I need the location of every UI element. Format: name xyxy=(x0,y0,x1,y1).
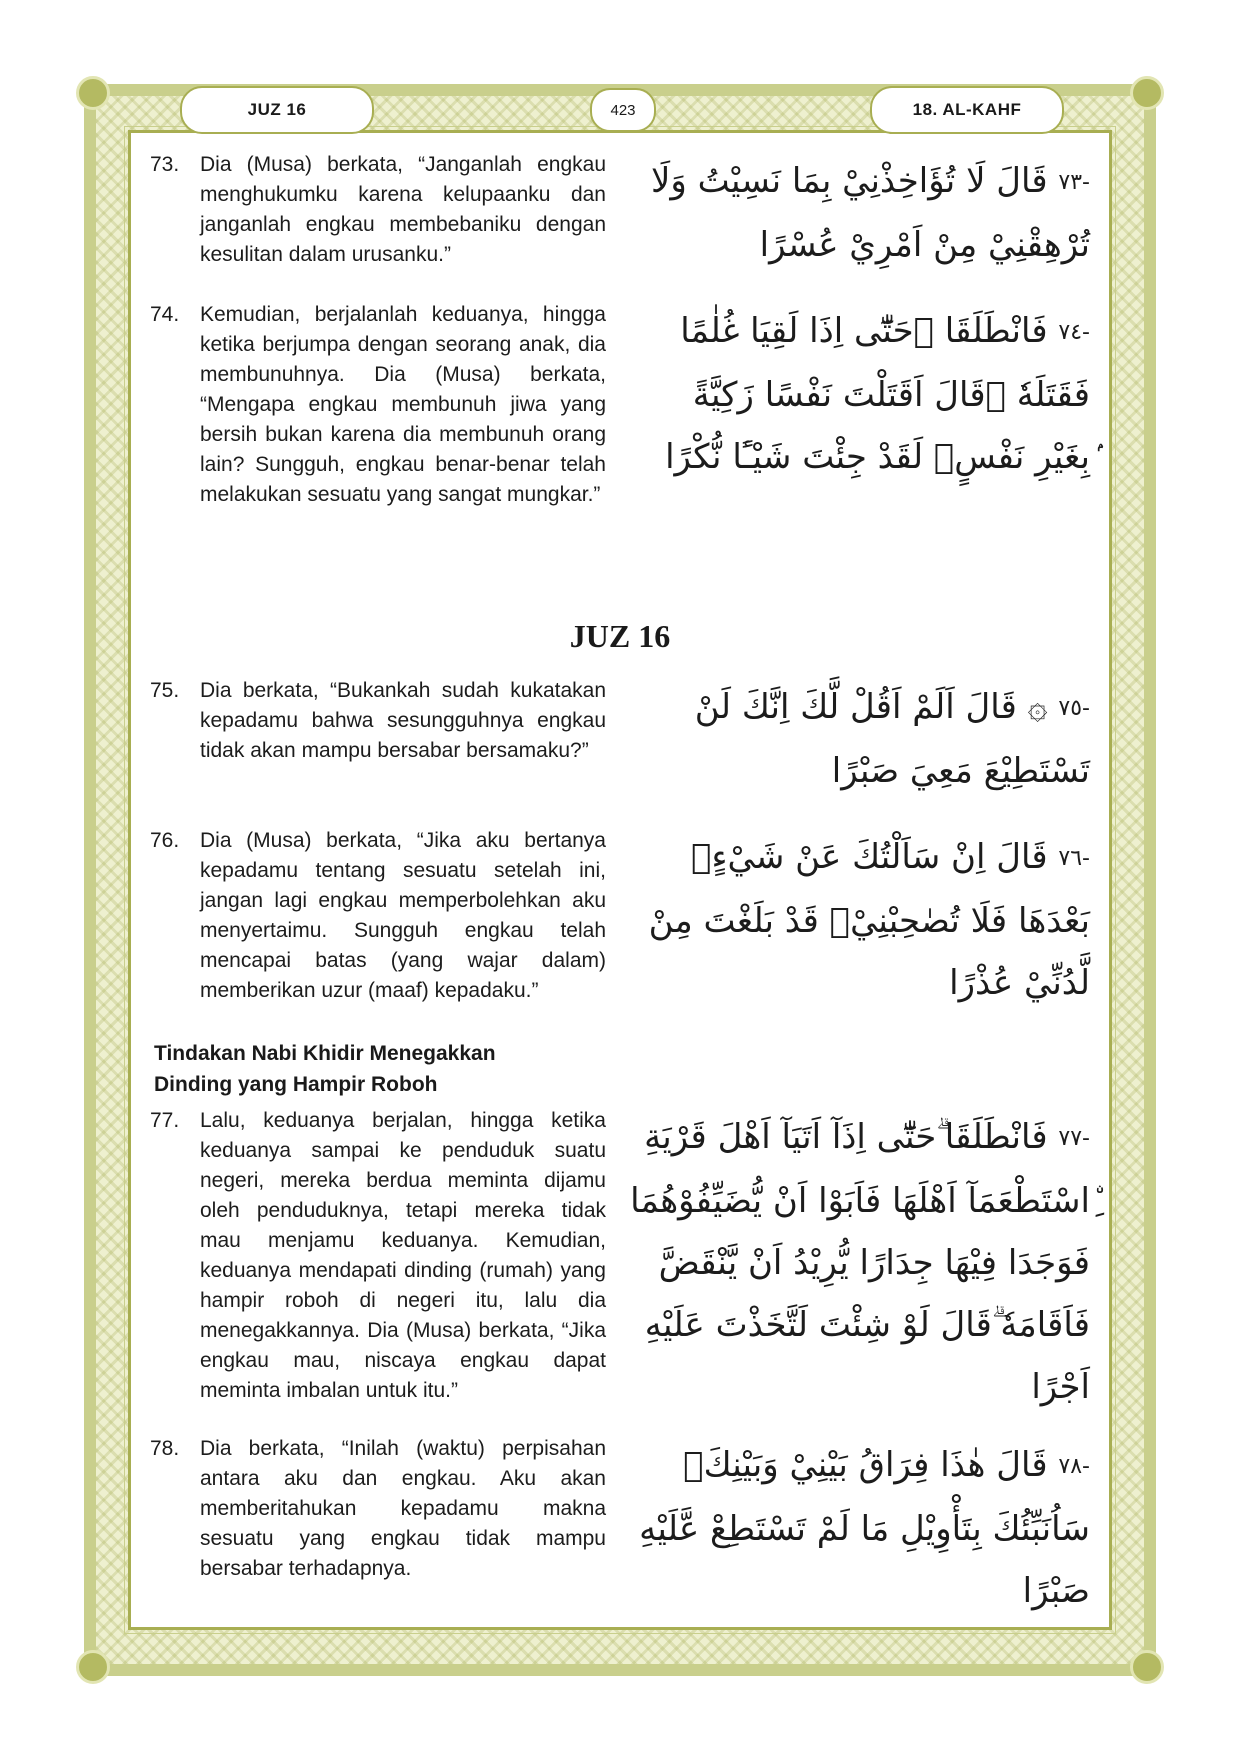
juz-label: JUZ 16 xyxy=(180,86,374,134)
arabic-text xyxy=(630,300,1090,488)
arabic-text xyxy=(630,1106,1090,1418)
verse-number: 78. xyxy=(150,1437,180,1460)
arabic-verse: فَانْطَلَقَا ۗحَتّٰٓى اِذَآ اَتَيَآ اَهْلَ قَرْيَةِ ِۨاسْتَطْعَمَآ اَهْلَهَا فَاَبَوْا اَنْ يُّضَيِّفُوْهُمَا فَوَجَدَا فِيْهَا جِدَارًا يُّرِيْدُ اَنْ يَّنْقَضَّ فَاَقَامَهٗ ۗقَالَ لَوْ شِئْتَ لَتَّخَذْتَ عَلَيْهِ اَجْرًا xyxy=(630,1117,1090,1407)
arabic-text xyxy=(630,826,1090,1014)
corner-ornament-top-right xyxy=(1130,76,1164,110)
arabic-verse-number: -٧٨ xyxy=(1058,1454,1090,1479)
arabic-verse: قَالَ اِنْ سَاَلْتُكَ عَنْ شَيْءٍۢ بَعْدَهَا فَلَا تُصٰحِبْنِيْۚ قَدْ بَلَغْتَ مِنْ لَّدُنِّيْ عُذْرًا xyxy=(648,837,1090,1003)
arabic-verse-number: -٧٥ xyxy=(1058,696,1090,721)
arabic-verse-number: -٧٦ xyxy=(1058,846,1090,871)
arabic-text xyxy=(630,150,1090,276)
translation xyxy=(150,1434,606,1584)
translation xyxy=(150,1106,606,1406)
arabic-verse: ۞ قَالَ اَلَمْ اَقُلْ لَّكَ اِنَّكَ لَنْ تَسْتَطِيْعَ مَعِيَ صَبْرًا xyxy=(694,687,1090,791)
subheading-line-2: Dinding yang Hampir Roboh xyxy=(154,1073,438,1096)
arabic-verse-number: -٧٤ xyxy=(1058,320,1090,345)
translation xyxy=(150,150,606,270)
page-number: 423 xyxy=(590,88,656,132)
arabic-verse: فَانْطَلَقَا ۗحَتّٰٓى اِذَا لَقِيَا غُلٰمًا فَقَتَلَهٗ ۙقَالَ اَقَتَلْتَ نَفْسًا زَكِيَّةً ۢبِغَيْرِ نَفْسٍۗ لَقَدْ جِئْتَ شَيْـًٔا نُّكْرًا xyxy=(665,311,1090,477)
arabic-text xyxy=(630,676,1090,802)
translation-text: Dia berkata, “Bukankah sudah kukatakan kepadamu bahwa sesungguhnya engkau tidak akan mampu bersabar bersamaku?” xyxy=(200,679,606,762)
translation xyxy=(150,676,606,766)
arabic-verse: قَالَ لَا تُؤَاخِذْنِيْ بِمَا نَسِيْتُ وَلَا تُرْهِقْنِيْ مِنْ اَمْرِيْ عُسْرًا xyxy=(650,161,1090,265)
arabic-verse-number: -٧٧ xyxy=(1058,1126,1090,1151)
verse-number: 77. xyxy=(150,1109,180,1132)
translation-text: Dia (Musa) berkata, “Jika aku bertanya kepadamu tentang sesuatu setelah ini, jangan lagi engkau memperbolehkan aku menyertaimu. Sungguh engkau telah mencapai batas (yang wajar dalam) memberikan uzur (maaf) kepadaku.” xyxy=(200,829,606,1002)
translation xyxy=(150,826,606,1006)
corner-ornament-bottom-left xyxy=(76,1650,110,1684)
arabic-verse: قَالَ هٰذَا فِرَاقُ بَيْنِيْ وَبَيْنِكَۚ سَاُنَبِّئُكَ بِتَأْوِيْلِ مَا لَمْ تَسْتَطِعْ عَّلَيْهِ صَبْرًا xyxy=(639,1445,1090,1611)
arabic-verse-number: -٧٣ xyxy=(1058,170,1090,195)
verse-number: 75. xyxy=(150,679,180,702)
translation xyxy=(150,300,606,510)
translation-text: Kemudian, berjalanlah keduanya, hingga ketika berjumpa dengan seorang anak, dia membunuhnya. Dia (Musa) berkata, “Mengapa engkau membunuh jiwa yang bersih bukan karena dia membunuh orang lain? Sungguh, engkau benar-benar telah melakukan sesuatu yang sangat mungkar.” xyxy=(200,303,606,506)
corner-ornament-top-left xyxy=(76,76,110,110)
verse-number: 76. xyxy=(150,829,180,852)
translation-text: Dia berkata, “Inilah (waktu) perpisahan antara aku dan engkau. Aku akan memberitahukan kepadamu makna sesuatu yang engkau tidak mampu bersabar terhadapnya. xyxy=(200,1437,606,1580)
juz-heading: JUZ 16 xyxy=(569,618,671,654)
translation-text: Dia (Musa) berkata, “Janganlah engkau menghukumku karena kelupaanku dan janganlah engkau membebaniku dengan kesulitan dalam urusanku.” xyxy=(200,153,606,266)
verse-number: 74. xyxy=(150,303,180,326)
subheading-line-1: Tindakan Nabi Khidir Menegakkan xyxy=(154,1042,496,1065)
translation-text: Lalu, keduanya berjalan, hingga ketika keduanya sampai ke penduduk suatu negeri, mereka berdua meminta dijamu oleh penduduknya, tetapi mereka tidak mau menjamu keduanya. Kemudian, keduanya mendapati dinding (rumah) yang hampir roboh di negeri itu, lalu dia menegakkannya. Dia (Musa) berkata, “Jika engkau mau, niscaya engkau dapat meminta imbalan untuk itu.” xyxy=(200,1109,606,1402)
arabic-text xyxy=(630,1434,1090,1622)
corner-ornament-bottom-right xyxy=(1130,1650,1164,1684)
surah-label: 18. AL-KAHF xyxy=(870,86,1064,134)
verse-number: 73. xyxy=(150,153,180,176)
section-subheading xyxy=(154,1038,614,1100)
